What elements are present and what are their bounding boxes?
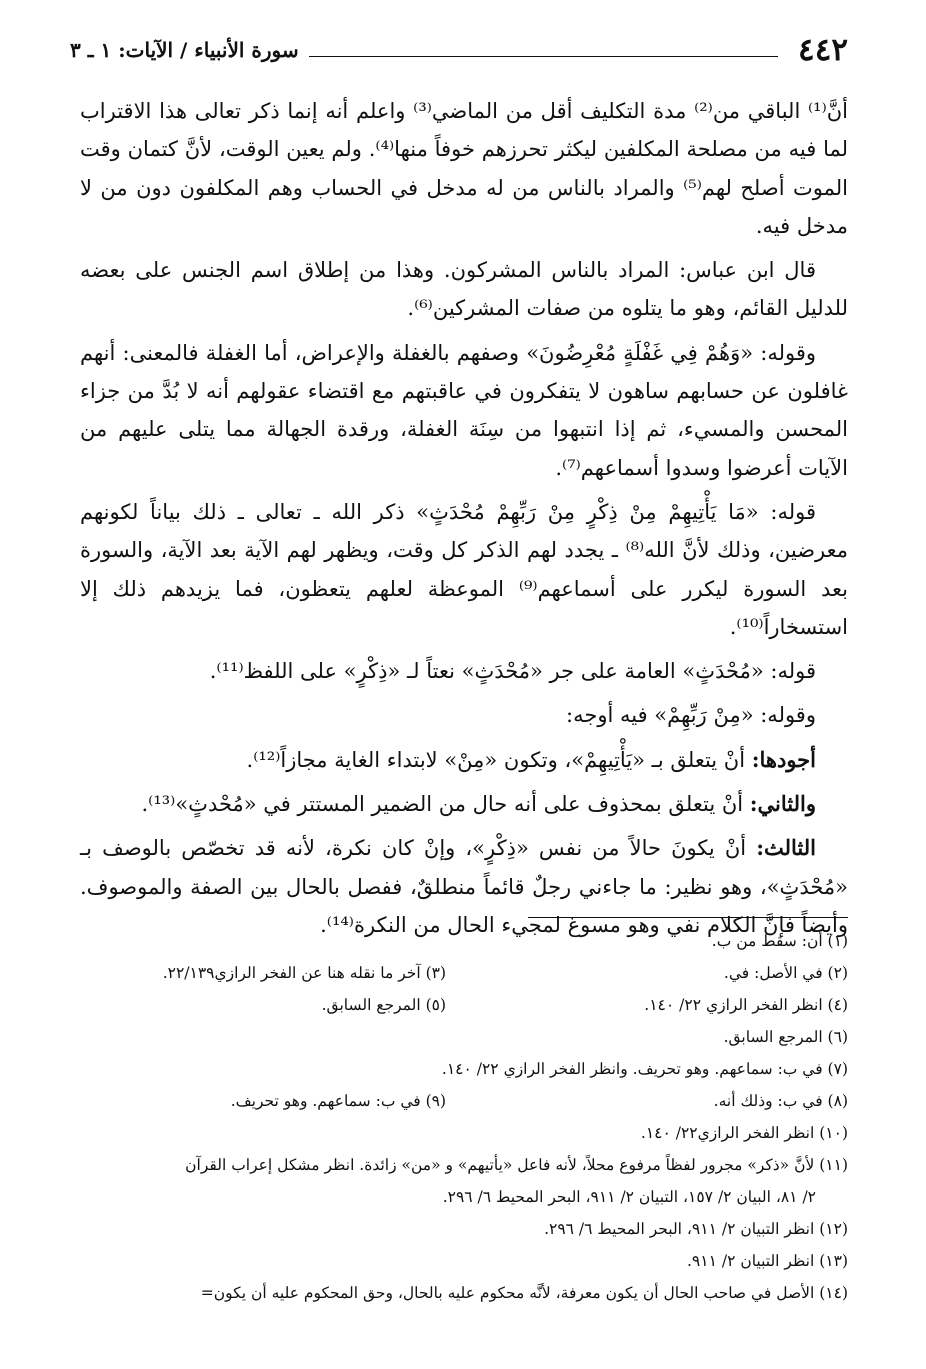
footnotes [75,925,848,1309]
paragraph-label: والثاني: [749,791,816,817]
footnote: (٣) آخر ما نقله هنا عن الفخر الرازي٢٢/١٣٩. [162,964,447,982]
paragraph: وقوله: «مِنْ رَبِّهِمْ» فيه أوجه: [566,703,816,728]
paragraph: قوله: «مَا يَأْتِيهِمْ مِنْ ذِكْرٍ مِنْ رَبِّهِمْ مُحْدَثٍ» ذكر الله ـ تعالى ـ ذلك بياناً لكونهم معرضين، وذلك لأنَّ الله⁽⁸⁾ ـ يجدد لهم الذكر كل وقت، ويظهر لهم الآية بعد الآية، والسورة بعد السورة ليكرر على أسماعهم⁽⁹⁾ الموعظة لعلهم يتعظون، فما يزيدهم ذلك إلا استسخاراً⁽¹⁰⁾. [80,499,848,639]
footnote: (٤) انظر الفخر الرازي ٢٢/ ١٤٠. [644,996,848,1014]
paragraph-text: أنْ يتعلق بمحذوف على أنه حال من الضمير المستتر في «مُحْدثٍ»⁽¹³⁾. [141,792,750,817]
paragraph: أنَّ⁽¹⁾ الباقي من⁽²⁾ مدة التكليف أقل من الماضي⁽³⁾ واعلم أنه إنما ذكر تعالى هذا الاقتراب لما فيه من مصلحة المكلفين ليكثر تحرزهم خوفاً منها⁽⁴⁾. ولم يعين الوقت، لأنَّ كتمان وقت الموت أصلح لهم⁽⁵⁾ والمراد بالناس من له مدخل في الحساب وهم المكلفون دون من لا مدخل فيه. [80,99,849,238]
footnote-row [75,1181,848,1213]
footnote-row [75,1021,848,1053]
footnote-row [75,1245,848,1277]
footnote: (١٠) انظر الفخر الرازي٢٢/ ١٤٠. [640,1124,848,1142]
footnote-row [75,1117,848,1149]
paragraph: قوله: «مُحْدَثٍ» العامة على جر «مُحْدَثٍ» نعتاً لـ «ذِكْرٍ» على اللفظ⁽¹¹⁾. [209,659,816,684]
header-rule [309,56,778,57]
page-number: ٤٤٢ [798,32,848,68]
paragraph-label: الثالث: [756,835,816,861]
footnote-row [75,957,848,989]
footnote-row [75,1277,848,1309]
paragraph: قال ابن عباس: المراد بالناس المشركون. وهذا من إطلاق اسم الجنس على بعضه للدليل القائم، وهو ما يتلوه من صفات المشركين⁽⁶⁾. [80,258,848,321]
running-title: سورة الأنبياء / الآيات: ١ ـ ٣ [70,38,299,62]
main-text [80,92,848,950]
paragraph [80,741,848,779]
paragraph: وقوله: «وَهُمْ فِي غَفْلَةٍ مُعْرِضُونَ» وصفهم بالغفلة والإعراض، أما الغفلة فالمعنى: أنهم غافلون عن حسابهم ساهون لا يتفكرون في عاقبتهم مع اقتضاء عقولهم أنه لا بُدَّ من جزاء المحسن والمسيء، ثم إذا انتبهوا من سِنَة الغفلة، ورقدة الجهالة مما يتلى عليهم من الآيات أعرضوا وسدوا أسماعهم⁽⁷⁾. [80,340,848,480]
footnote-row [75,1053,848,1085]
paragraph-text: أنْ يكونَ حالاً من نفس «ذِكْرٍ»، وإنْ كان نكرة، لأنه قد تخصّص بالوصف بـ «مُحْدَثٍ»، وهو نظير: ما جاءني رجلٌ قائماً منطلقٌ، ففصل بالحال بين الصفة والموصوف. وأيضاً فإنَّ الكلام نفي وهو مسوغ لمجيء الحال من النكرة⁽¹⁴⁾. [80,836,848,937]
footnote: (١٢) انظر التبيان ٢/ ٩١١، البحر المحيط ٦/ ٢٩٦. [544,1220,848,1238]
footnote: (١١) لأنَّ «ذكر» مجرور لفظاً مرفوع محلاً، لأنه فاعل «يأتيهم» و «من» زائدة. انظر مشكل إعراب القرآن [185,1156,848,1174]
footnote: (١) أن: سقط من ب. [711,932,848,950]
page-header [70,30,848,70]
footnote-row [75,925,848,957]
paragraph [80,785,848,823]
footnote: (٨) في ب: وذلك أنه. [713,1092,848,1110]
footnote-row [75,1149,848,1181]
footnote-row [75,989,848,1021]
footnote-row [75,1085,848,1117]
footnote-continuation: ٢/ ٨١، البيان ٢/ ١٥٧، التبيان ٢/ ٩١١، البحر المحيط ٦/ ٢٩٦. [442,1188,816,1206]
footnote: (٥) المرجع السابق. [321,996,447,1014]
footnote: (٦) المرجع السابق. [723,1028,848,1046]
footnote-row [75,1213,848,1245]
paragraph-text: أنْ يتعلق بـ «يَأْتِيهِمْ»، وتكون «مِنْ» لابتداء الغاية مجازاً⁽¹²⁾. [246,747,752,772]
footnote: (١٣) انظر التبيان ٢/ ٩١١. [686,1252,848,1270]
footnote: (٩) في ب: سماعهم. وهو تحريف. [230,1092,447,1110]
paragraph-label: أجودها: [751,746,816,772]
footnote-divider [528,917,848,918]
footnote: (٢) في الأصل: في. [723,964,848,982]
footnote: (٧) في ب: سماعهم. وهو تحريف. وانظر الفخر الرازي ٢٢/ ١٤٠. [441,1060,848,1078]
footnote: (١٤) الأصل في صاحب الحال أن يكون معرفة، لأنَّه محكوم عليه بالحال، وحق المحكوم عليه أن يكون= [200,1284,848,1302]
